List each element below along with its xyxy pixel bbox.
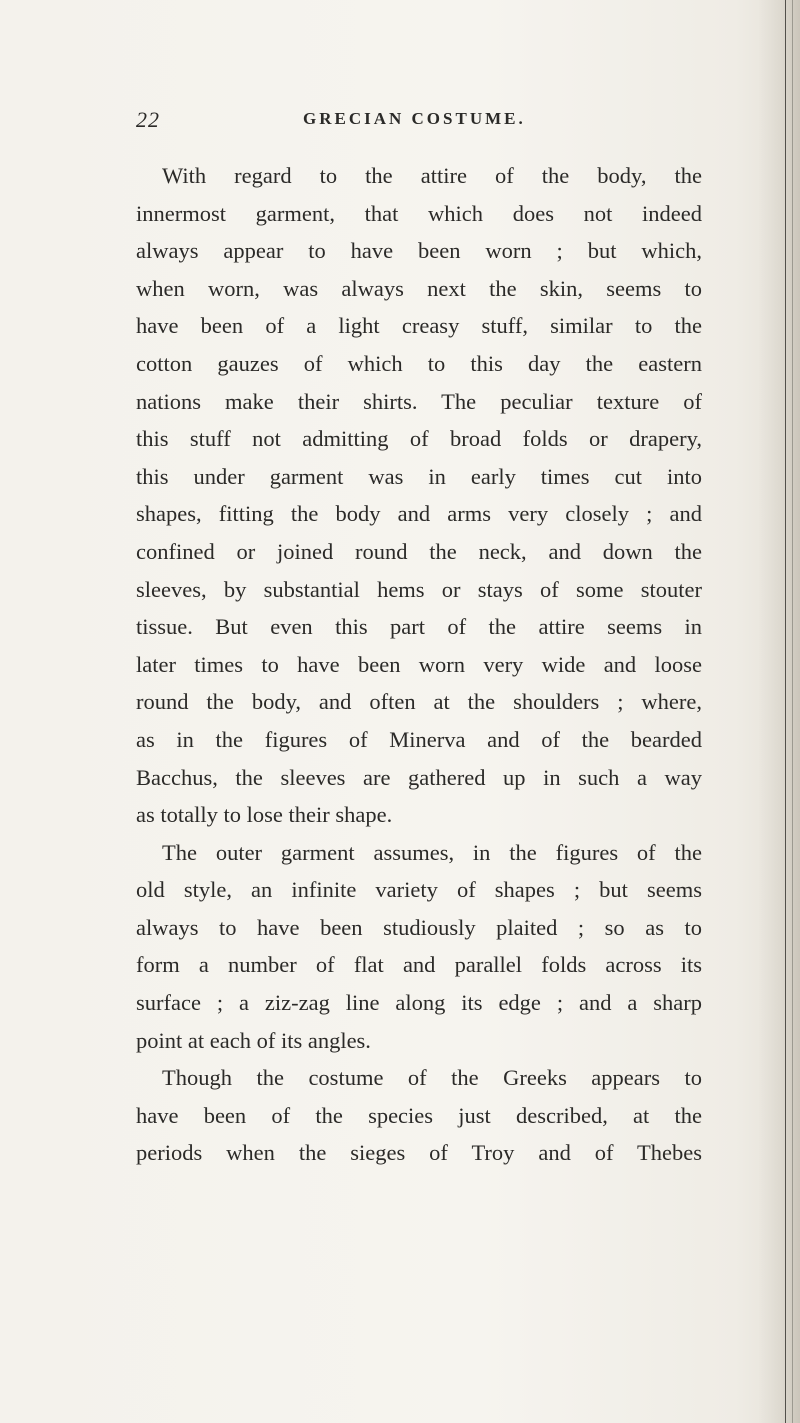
text-line: later times to have been worn very wide and loose [136, 651, 702, 677]
text-line: confined or joined round the neck, and down the [136, 538, 702, 564]
text-line: tissue. But even this part of the attire seems in [136, 614, 702, 640]
text-line: have been of the species just described, at the [136, 1102, 702, 1128]
text-line: With regard to the attire of the body, the [162, 163, 702, 188]
text-line: old style, an infinite variety of shapes ; but seems [136, 877, 702, 903]
text-line: innermost garment, that which does not indeed [136, 200, 702, 226]
text-line: this under garment was in early times cut into [136, 463, 702, 489]
text-line: Bacchus, the sleeves are gathered up in such a way [136, 764, 702, 790]
text-line: form a number of flat and parallel folds across its [136, 952, 702, 978]
text-line: sleeves, by substantial hems or stays of some stouter [136, 576, 702, 602]
running-head [0, 107, 800, 137]
text-line: Though the costume of the Greeks appears to [162, 1065, 702, 1091]
text-line: as in the figures of Minerva and of the bearded [136, 726, 702, 752]
text-line: have been of a light creasy stuff, similar to the [136, 313, 702, 339]
text-line: periods when the sieges of Troy and of Thebes [136, 1140, 702, 1166]
page-number: 22 [136, 107, 160, 132]
text-line: round the body, and often at the shoulders ; where, [136, 689, 702, 715]
text-line: when worn, was always next the skin, seems to [136, 275, 702, 301]
text-line: always to have been studiously plaited ; so as to [136, 914, 702, 940]
body-text [136, 157, 702, 1172]
text-line: surface ; a ziz-zag line along its edge ; and a sharp [136, 990, 702, 1016]
page-binding-edge [758, 0, 800, 1423]
text-line: point at each of its angles. [136, 1027, 371, 1053]
page-edge-line [785, 0, 786, 1423]
text-line: The outer garment assumes, in the figures of the [162, 839, 702, 865]
text-line: this stuff not admitting of broad folds or drapery, [136, 426, 702, 452]
text-line: cotton gauzes of which to this day the eastern [136, 350, 702, 376]
text-line: as totally to lose their shape. [136, 802, 393, 828]
page-edge-line [792, 0, 793, 1423]
text-line: nations make their shirts. The peculiar texture of [136, 388, 702, 414]
text-line: always appear to have been worn ; but which, [136, 238, 702, 264]
running-title: GRECIAN COSTUME. [303, 109, 526, 128]
text-line: shapes, fitting the body and arms very closely ; and [136, 501, 702, 527]
